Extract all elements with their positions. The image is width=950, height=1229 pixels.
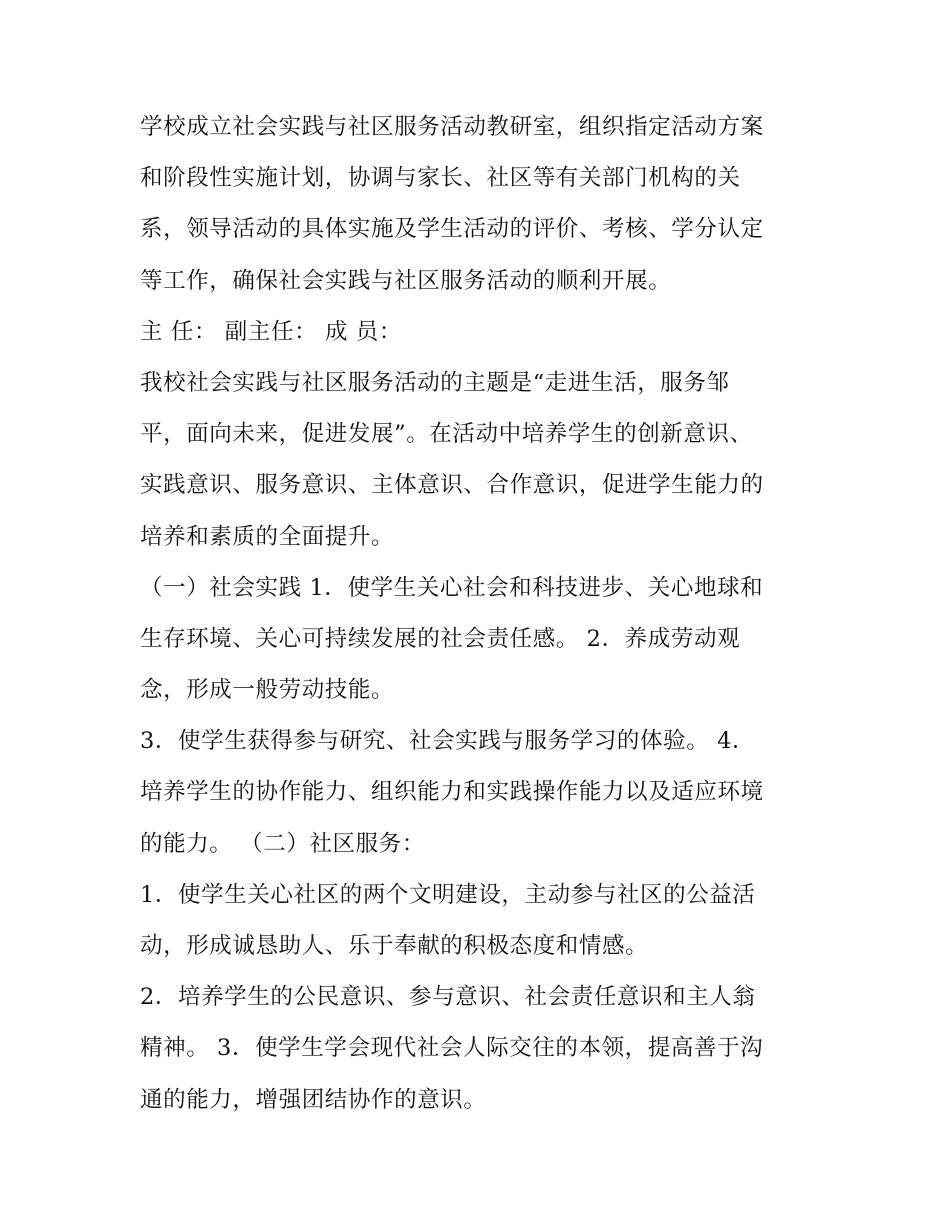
text-line: 和阶段性实施计划，协调与家长、社区等有关部门机构的关	[140, 165, 741, 192]
document-body	[140, 102, 830, 1126]
text-line: 通的能力，增强团结协作的意识。	[140, 1086, 487, 1113]
text-line: 培养和素质的全面提升。	[140, 523, 395, 550]
text-line: 系，领导活动的具体实施及学生活动的评价、考核、学分认定	[140, 216, 764, 243]
text-line: 平，面向未来，促进发展”。在活动中培养学生的创新意识、	[140, 421, 753, 448]
text-line: 动，形成诚恳助人、乐于奉献的积极态度和情感。	[140, 933, 649, 959]
text-line: 念，形成一般劳动技能。	[140, 677, 395, 704]
text-line: 等工作，确保社会实践与社区服务活动的顺利开展。	[140, 267, 672, 294]
text-line: 我校社会实践与社区服务活动的主题是“走进生活，服务邹	[140, 369, 730, 396]
text-line: 学校成立社会实践与社区服务活动教研室，组织指定活动方案	[140, 114, 764, 140]
text-line: 2．培养学生的公民意识、参与意识、社会责任意识和主人翁	[140, 984, 756, 1011]
section-social-practice-line: （一）社会实践 1．使学生关心社会和科技进步、关心地球和	[140, 574, 764, 601]
text-line: 实践意识、服务意识、主体意识、合作意识，促进学生能力的	[140, 472, 764, 499]
text-line: 1．使学生关心社区的两个文明建设，主动参与社区的公益活	[140, 881, 756, 908]
text-line: 培养学生的协作能力、组织能力和实践操作能力以及适应环境	[140, 779, 764, 806]
text-line: 精神。 3．使学生学会现代社会人际交往的本领，提高善于沟	[140, 1035, 764, 1062]
text-line: 3．使学生获得参与研究、社会实践与服务学习的体验。 4．	[140, 728, 756, 755]
text-line: 生存环境、关心可持续发展的社会责任感。 2．养成劳动观	[140, 625, 741, 652]
staff-roles-line: 主 任： 副主任： 成 员：	[140, 318, 403, 345]
section-community-service-line: 的能力。 （二）社区服务：	[140, 830, 425, 857]
